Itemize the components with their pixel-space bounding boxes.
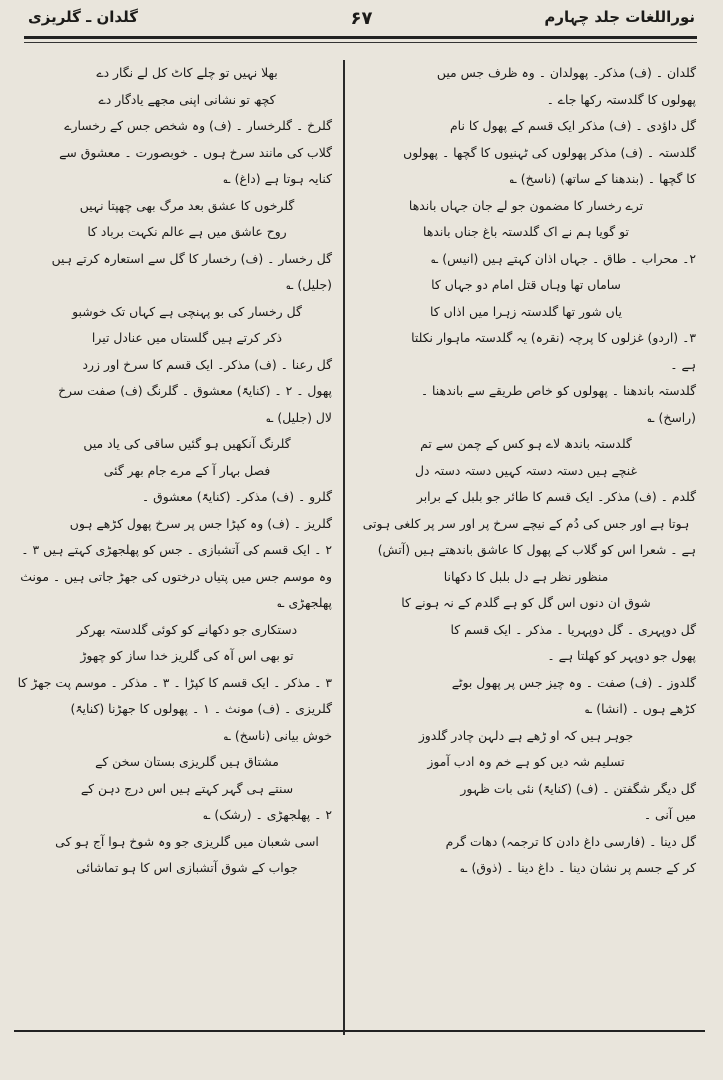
text-line: جواب کے شوق آتشبازی اس کا ہو تماشائی [76,860,298,875]
text-line: کنایہ ہوتا ہے (داغ) ؎ [223,171,332,186]
text-line: گلدان ۔ (ف) مذکر۔ پھولدان ۔ وہ ظرف جس میں [436,65,696,80]
text-line: گل داؤدی ۔ (ف) مذکر ایک قسم کے پھول کا نام [450,118,696,133]
text-line: تو بھی اس آہ کی گلریز خدا ساز کو چھوڑ [80,648,294,663]
text-line: گل رخسار ۔ (ف) رخسار کا گل سے استعارہ کرتے ہیں [51,250,332,266]
text-line: تسلیم شہ دیں کو ہے خم وہ ادب آموز [427,754,625,769]
text-line: گلرخ ۔ گلرخسار ۔ (ف) وہ شخص جس کے رخسارے [64,118,332,133]
text-line: کڑھے ہوں ۔ (انشا) ؎ [585,701,696,716]
text-line: منظور نظر ہے دل بلبل کا دکھانا [443,568,609,584]
text-line: گلدستہ باندھ لاے ہو کس کے چمن سے تم [420,436,632,451]
text-line: ہے ۔ [670,356,696,372]
text-line: گلدستہ باندھنا ۔ پھولوں کو خاص طریقے سے باندھنا ۔ [420,383,696,398]
text-line: گلریزی ۔ (ف) مونث ۔ ۱ ۔ پھولوں کا جھڑنا (کنایۃً) [70,701,332,716]
text-line: پھلجھڑی ؎ [277,595,332,610]
text-line: گل دوپہری ۔ گل دوپہریا ۔ مذکر ۔ ایک قسم کا [450,621,696,637]
page-number: ۶۷ [350,8,373,29]
text-line: گل دیگر شگفتن ۔ (ف) (کنایۃً) نئی بات ظہور [460,780,696,796]
text-line: ہوتا ہے اور جس کی دُم کے نیچے سرخ پر اور سر پر کلغی ہوتی [362,515,690,531]
text-line: ترے رخسار کا مضمون جو لے جان جہاں باندھا [408,197,644,213]
text-line: میں آنی ۔ [643,807,696,822]
text-line: گلرو ۔ (ف) مذکر۔ (کنایۃً) معشوق ۔ [141,489,332,504]
text-line: گلرخوں کا عشق بعد مرگ بھی چھپتا نہیں [79,197,295,213]
text-line: ۲ ۔ ایک قسم کی آتشبازی ۔ جس کو پھلجھڑی کہتے ہیں ۳ ۔ [21,542,332,557]
text-line: فصل بہار آ کے مرے جام بھر گئی [103,462,271,478]
text-line: پھول جو دوپہر کو کھلتا ہے ۔ [547,648,696,663]
text-line: گل رعنا ۔ (ف) مذکر۔ ایک قسم کا سرخ اور زرد [82,356,332,372]
text-line: (راسخ) ؎ [647,409,696,425]
text-line: سنتے ہی گہر کہتے ہیں اس درج دہن کے [80,780,294,796]
text-line: ہے ۔ شعرا اس کو گلاب کے پھول کا عاشق باندھتے ہیں (آتش) [377,542,696,557]
text-line: ۲۔ محراب ۔ طاق ۔ جہاں اذان کہتے ہیں (انیس) ؎ [431,250,696,266]
text-line: گل دینا ۔ (فارسی داغ دادن کا ترجمہ) دھات گرم [445,833,696,849]
text-line: ساماں تھا وہاں قتل امام دو جہاں کا [431,277,621,292]
entry-range: گلدان ـ گلریزی [28,8,138,26]
left-column [17,60,332,882]
text-line: گلدوز ۔ (ف) صفت ۔ وہ چیز جس پر پھول بوٹے [451,674,696,690]
text-line: تو گویا ہم نے اک گلدستہ باغ جناں باندھا [423,224,629,239]
text-line: پھول ۔ ۲ ۔ (کنایۃً) معشوق ۔ گلرنگ (ف) صفت سرخ [58,383,332,398]
text-line: غنچے ہیں دستہ دستہ کہیں دستہ دستہ دل [415,462,637,478]
volume-title: نوراللغات جلد چہارم [544,8,695,26]
text-line: ۳ ۔ مذکر ۔ ایک قسم کا کپڑا ۔ ۳ ۔ مذکر ۔ موسم پت جھڑ کا [17,674,332,690]
text-line: جوہر ہیں کہ او ڑھے ہے دلہن چادر گلدوز [418,727,634,743]
text-line: شوق ان دنوں اس گل کو ہے گلدم کے نہ ہونے کا [401,595,651,610]
text-line: گلدم ۔ (ف) مذکر۔ ایک قسم کا طائر جو بلبل کے برابر [416,489,696,504]
page-header [28,4,695,34]
text-line: گل رخسار کی بو پہنچی ہے کہاں تک خوشبو [72,303,302,319]
text-line: روح عاشق میں ہے عالم نکہت برباد کا [87,224,287,239]
text-line: گلرنگ آنکھیں ہو گئیں ساقی کی یاد میں [83,436,291,451]
text-line: پھولوں کا گلدستہ رکھا جاے ۔ [546,91,696,107]
text-line: گلاب کی مانند سرخ ہوں ۔ خوبصورت ۔ معشوق سے [59,144,332,160]
text-line: وہ موسم جس میں پتیاں درختوں کی جھڑ جاتی ہیں ۔ مونث [20,568,332,584]
column-divider [343,60,345,1035]
footer-rule [14,1030,705,1032]
text-line: ۲ ۔ پھلجھڑی ۔ (رشک) ؎ [203,807,332,822]
text-line: اسی شعبان میں گلریزی جو وہ شوخ ہوا آج ہو کی [55,833,319,849]
text-line: ذکر کرتے ہیں گلستاں میں عنادل تیرا [91,330,283,345]
text-line: بھلا نہیں تو چلے کاٹ کل لے نگار دے [96,65,278,80]
right-column [356,60,696,882]
text-line: یاں شور تھا گلدستہ زہرا میں اذاں کا [430,303,622,319]
text-line: ۳۔ (اردو) غزلوں کا پرچہ (نقرہ) یہ گلدستہ ماہوار نکلتا [411,330,696,345]
text-line: دستکاری جو دکھانے کو کوئی گلدستہ بھرکر [76,621,298,637]
text-line: کچھ تو نشانی اپنی مجھے یادگار دے [98,91,276,107]
text-line: کر کے جسم پر نشان دینا ۔ داغ دینا ۔ (ذوق) ؎ [460,860,696,875]
text-line: کا گچھا ۔ (بندھنا کے ساتھ) (ناسخ) ؎ [509,171,696,186]
text-line: خوش بیانی (ناسخ) ؎ [223,727,332,743]
header-rule [24,36,697,39]
header-rule-thin [24,42,697,43]
text-line: لال (جلیل) ؎ [266,409,332,425]
text-line: مشتاق ہیں گلریزی بستان سخن کے [95,754,279,769]
text-line: (جلیل) ؎ [286,277,332,292]
text-line: گلریز ۔ (ف) وہ کپڑا جس پر سرخ پھول کڑھے ہوں [69,515,332,531]
text-line: گلدستہ ۔ (ف) مذکر پھولوں کی ٹہنیوں کا گچھا ۔ پھولوں [403,144,696,160]
